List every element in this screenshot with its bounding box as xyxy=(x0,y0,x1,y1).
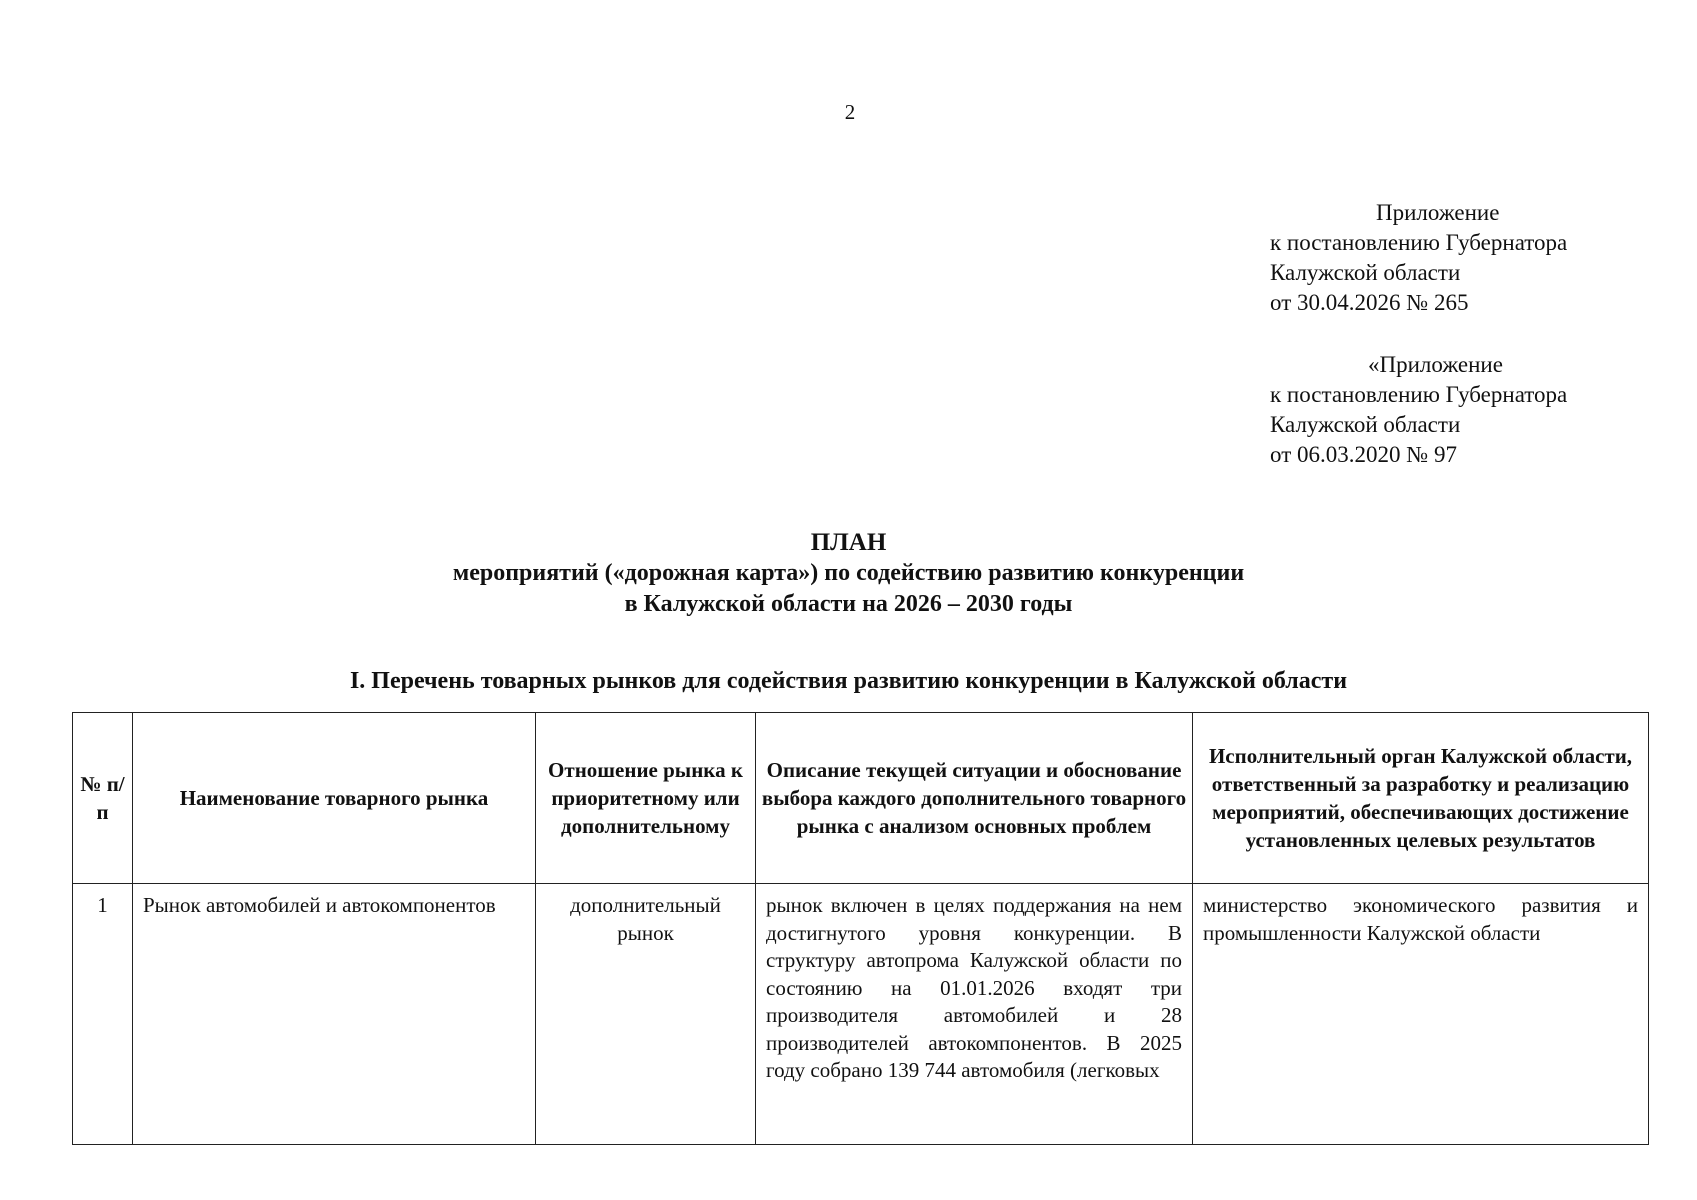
annex-original xyxy=(1270,350,1630,470)
plan-title: ПЛАН xyxy=(810,529,887,556)
plan-subtitle-line: мероприятий («дорожная карта») по содействию развитию конкуренции xyxy=(452,560,1245,586)
table-row xyxy=(73,884,1649,1145)
header-description: Описание текущей ситуации и обоснование выбора каждого дополнительного товарного рынка с анализом основных проблем xyxy=(756,713,1193,884)
header-market-relation: Отношение рынка к приоритетному или дополнительному xyxy=(536,713,756,884)
header-market-name: Наименование товарного рынка xyxy=(133,713,536,884)
annex-original-line: от 06.03.2020 № 97 xyxy=(1270,442,1457,467)
row-market-name: Рынок автомобилей и автокомпонентов xyxy=(133,884,536,1145)
row-market-relation: дополнительный рынок xyxy=(536,884,756,1145)
row-number: 1 xyxy=(73,884,133,1145)
plan-title-block xyxy=(0,527,1697,620)
section-title: I. Перечень товарных рынков для содействия развитию конкуренции в Калужской области xyxy=(349,668,1348,694)
table-header-row xyxy=(73,713,1649,884)
row-responsible-organ: министерство экономического развития и промышленности Калужской области xyxy=(1193,884,1649,1145)
annex-current xyxy=(1270,198,1630,318)
page-number: 2 xyxy=(844,100,856,124)
annex-original-line: к постановлению Губернатора xyxy=(1270,382,1568,407)
row-description-cell xyxy=(756,884,1193,1145)
annex-current-line: Калужской области xyxy=(1270,260,1461,285)
plan-subtitle-line: в Калужской области на 2026 – 2030 годы xyxy=(624,591,1073,617)
header-number: № п/п xyxy=(73,713,133,884)
annex-current-line: Приложение xyxy=(1376,200,1500,225)
annex-current-line: от 30.04.2026 № 265 xyxy=(1270,290,1469,315)
header-responsible-organ: Исполнительный орган Калужской области, ответственный за разработку и реализацию мероприятий, обеспечивающих достижение установленных целевых результатов xyxy=(1193,713,1649,884)
markets-table xyxy=(72,712,1649,1145)
annex-original-line: Калужской области xyxy=(1270,412,1461,437)
annex-current-line: к постановлению Губернатора xyxy=(1270,230,1568,255)
row-description: рынок включен в целях поддержания на нем достигнутого уровня конкуренции. В структуру автопрома Калужской области по состоянию на 01.01.2026 входят три производителя автомобилей и 28 производителей автокомпонентов. В 2025 году собрано 139 744 автомобиля (легковых xyxy=(766,893,1182,1082)
annex-original-line: «Приложение xyxy=(1368,352,1503,377)
